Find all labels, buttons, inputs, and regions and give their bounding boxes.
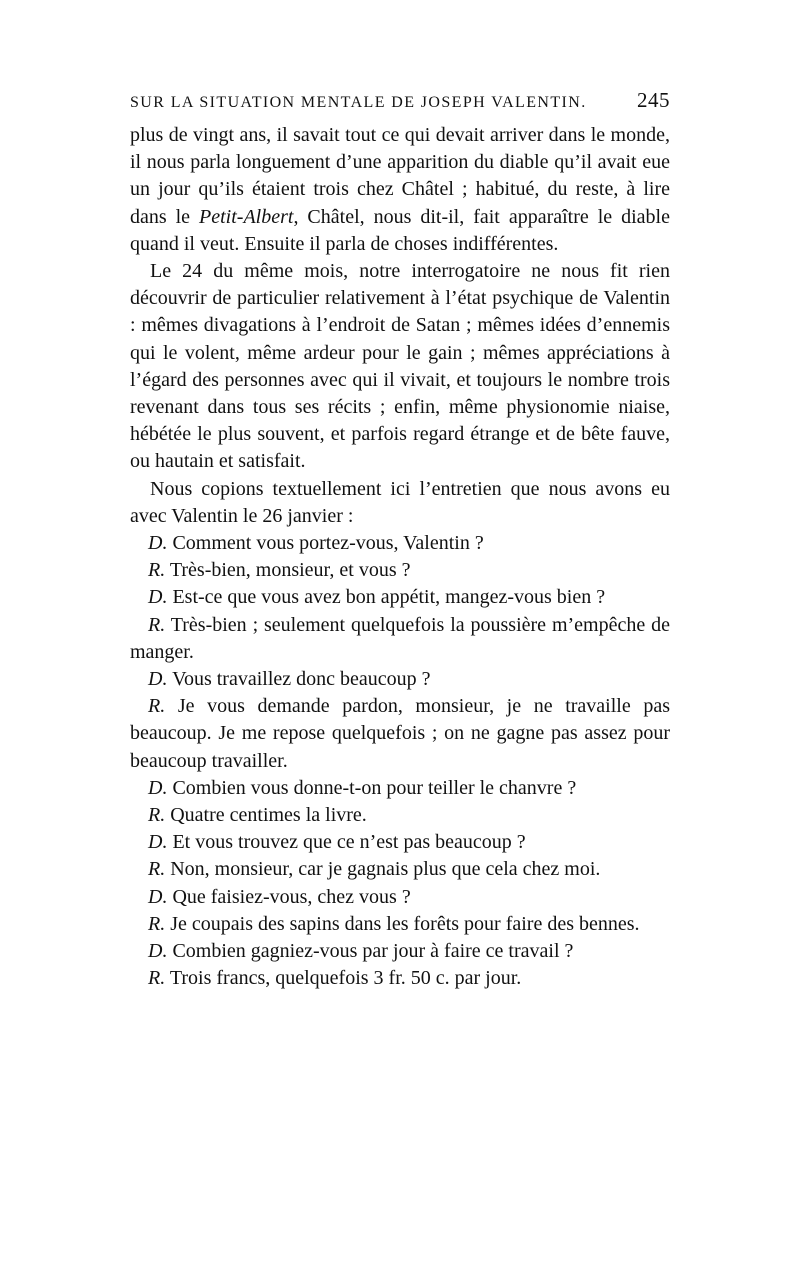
speaker-label: R.	[148, 967, 166, 990]
dialogue-line	[130, 829, 670, 856]
speaker-label: R.	[148, 858, 166, 881]
running-header	[130, 88, 670, 122]
dialogue-text: Très-bien, monsieur, et vous ?	[169, 559, 411, 582]
dialogue-list	[130, 530, 670, 992]
dialogue-line	[130, 584, 670, 611]
dialogue-line	[130, 666, 670, 693]
speaker-label: R.	[148, 912, 166, 935]
book-title-italic: Petit-Albert	[199, 205, 294, 228]
dialogue-text: Très-bien ; seulement quelquefois la poussière m’empêche de manger.	[130, 613, 670, 663]
dialogue-line	[130, 856, 670, 883]
dialogue-text: Vous travaillez donc beaucoup ?	[172, 668, 431, 691]
dialogue-text: Comment vous portez-vous, Valentin ?	[172, 532, 484, 555]
dialogue-line	[130, 775, 670, 802]
speaker-label: D.	[148, 885, 168, 908]
speaker-label: D.	[148, 532, 168, 555]
paragraph-interrogation: Le 24 du même mois, notre interrogatoire ne nous fit rien découvrir de particulier relativement à l’état psychique de Valentin : mêmes divagations à l’endroit de Satan ; mêmes idées d’ennemis qui le volent, même ardeur pour le gain ; mêmes appréciations à l’égard des personnes avec qui il vivait, et toujours le nombre trois revenant dans tous ses récits ; enfin, même physionomie niaise, hébétée le plus souvent, et parfois regard étrange et de bête fauve, ou hautain et satisfait.	[130, 260, 670, 473]
dialogue-line	[130, 802, 670, 829]
speaker-label: R.	[148, 613, 166, 636]
dialogue-line	[130, 938, 670, 965]
dialogue-line	[130, 612, 670, 666]
dialogue-text: Je coupais des sapins dans les forêts pour faire des bennes.	[170, 912, 640, 935]
speaker-label: D.	[148, 831, 168, 854]
dialogue-line	[130, 693, 670, 775]
dialogue-text: Et vous trouvez que ce n’est pas beaucoup ?	[172, 831, 526, 854]
paragraph-intro-dialogue: Nous copions textuellement ici l’entretien que nous avons eu avec Valentin le 26 janvier :	[130, 477, 670, 527]
book-page	[130, 88, 670, 993]
dialogue-text: Je vous demande pardon, monsieur, je ne travaille pas beaucoup. Je me repose quelquefois ; on ne gagne pas assez pour beaucoup travailler.	[130, 695, 670, 772]
speaker-label: D.	[148, 940, 168, 963]
page-number: 245	[637, 88, 670, 112]
dialogue-text: Que faisiez-vous, chez vous ?	[172, 885, 411, 908]
speaker-label: R.	[148, 559, 166, 582]
dialogue-text: Est-ce que vous avez bon appétit, mangez-vous bien ?	[172, 586, 606, 609]
speaker-label: R.	[148, 804, 166, 827]
running-title: SUR LA SITUATION MENTALE DE JOSEPH VALENTIN.	[130, 94, 587, 111]
dialogue-line	[130, 965, 670, 992]
dialogue-line	[130, 557, 670, 584]
dialogue-text: Quatre centimes la livre.	[170, 804, 367, 827]
speaker-label: D.	[148, 668, 168, 691]
dialogue-text: Combien vous donne-t-on pour teiller le chanvre ?	[172, 776, 577, 799]
speaker-label: R.	[148, 695, 166, 718]
dialogue-line	[130, 911, 670, 938]
speaker-label: D.	[148, 776, 168, 799]
dialogue-text: Trois francs, quelquefois 3 fr. 50 c. par jour.	[169, 967, 522, 990]
page-body	[130, 122, 670, 993]
dialogue-text: Combien gagniez-vous par jour à faire ce travail ?	[172, 940, 574, 963]
dialogue-line	[130, 884, 670, 911]
paragraph-continuation: plus de vingt ans, il savait tout ce qui devait arriver dans le monde, il nous parla longuement d’une apparition du diable qu’il avait eue un jour qu’ils étaient trois chez Châtel ; habitué, du reste, à lire dans le Petit-Albert, Châtel, nous dit-il, fait apparaître le diable quand il veut. Ensuite il parla de choses indifférentes.	[130, 124, 670, 255]
dialogue-text: Non, monsieur, car je gagnais plus que cela chez moi.	[170, 858, 601, 881]
dialogue-line	[130, 530, 670, 557]
speaker-label: D.	[148, 586, 168, 609]
